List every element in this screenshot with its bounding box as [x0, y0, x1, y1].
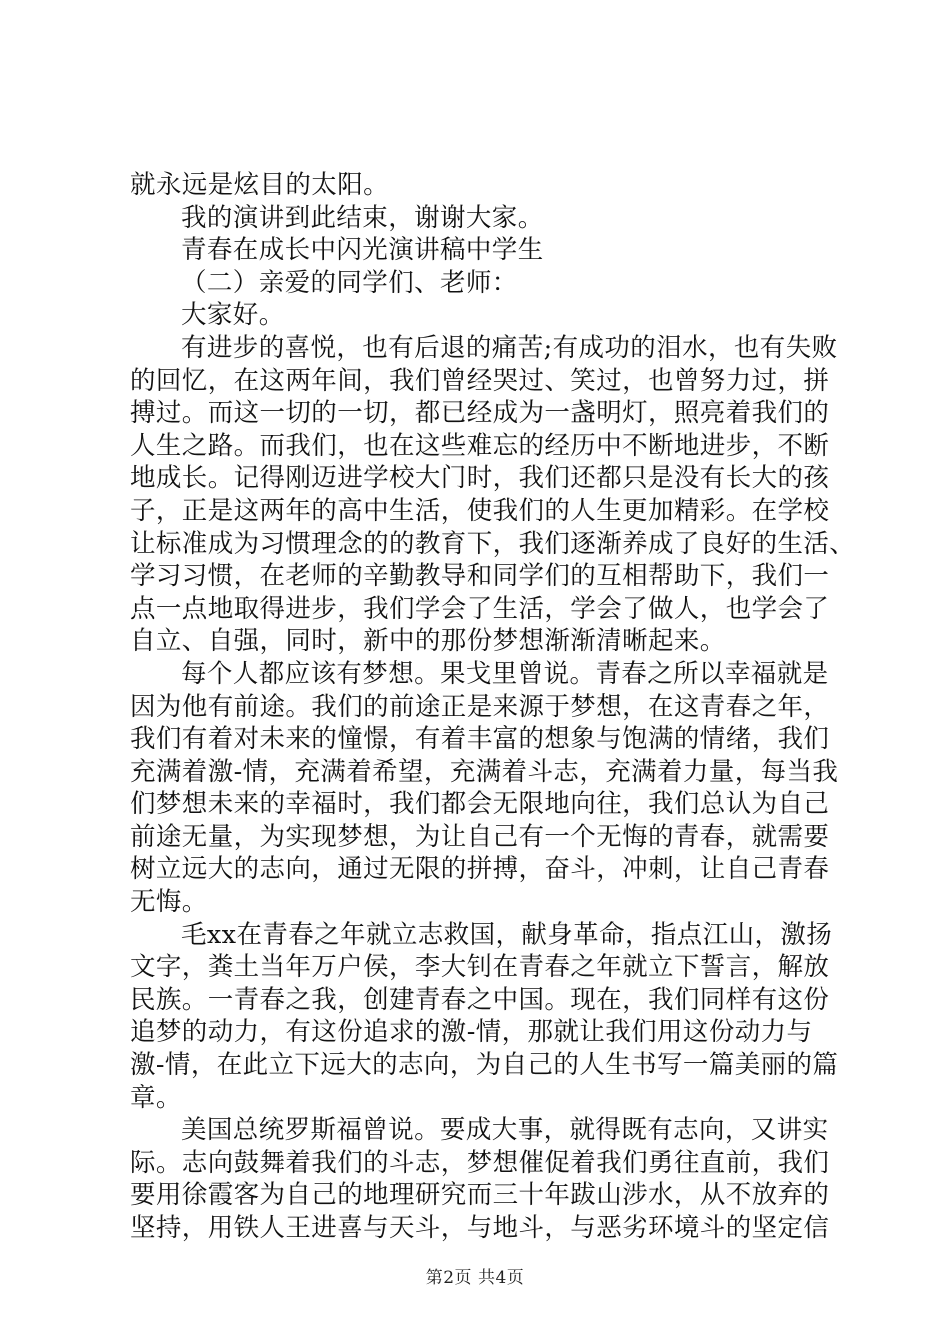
text-line: 们梦想未来的幸福时，我们都会无限地向往，我们总认为自己 — [130, 789, 830, 820]
text-line: 要用徐霞客为自己的地理研究而三十年跋山涉水，从不放弃的 — [130, 1180, 830, 1211]
text-line: 因为他有前途。我们的前途正是来源于梦想，在这青春之年， — [130, 691, 830, 722]
text-line: 自立、自强，同时，新中的那份梦想渐渐清晰起来。 — [130, 626, 726, 657]
text-line: 坚持，用铁人王进喜与天斗，与地斗，与恶劣环境斗的坚定信 — [130, 1213, 830, 1243]
text-line: 毛xx在青春之年就立志救国，献身革命，指点江山，激扬 — [181, 919, 833, 950]
text-line: 我的演讲到此结束，谢谢大家。 — [181, 202, 544, 233]
text-line: 学习习惯，在老师的辛勤教导和同学们的互相帮助下，我们一 — [130, 561, 830, 592]
text-line: 文字，粪土当年万户侯，李大钊在青春之年就立下誓言，解放 — [130, 952, 830, 983]
text-line: 每个人都应该有梦想。果戈里曾说。青春之所以幸福就是 — [181, 658, 829, 689]
text-line: 人生之路。而我们，也在这些难忘的经历中不断地进步，不断 — [130, 430, 830, 461]
text-line: 树立远大的志向，通过无限的拼搏，奋斗，冲刺，让自己青春 — [130, 854, 830, 885]
text-line: 追梦的动力，有这份追求的激-情，那就让我们用这份动力与 — [130, 1017, 813, 1048]
text-line: 点一点地取得进步，我们学会了生活，学会了做人，也学会了 — [130, 593, 830, 624]
text-line: 际。志向鼓舞着我们的斗志，梦想催促着我们勇往直前，我们 — [130, 1147, 830, 1178]
text-line: 民族。一青春之我，创建青春之中国。现在，我们同样有这份 — [130, 984, 830, 1015]
text-line: 章。 — [130, 1082, 182, 1113]
text-line: 激-情，在此立下远大的志向，为自己的人生书写一篇美丽的篇 — [130, 1050, 839, 1081]
text-line: 充满着激-情，充满着希望，充满着斗志，充满着力量，每当我 — [130, 756, 839, 787]
text-line: （二）亲爱的同学们、老师： — [181, 267, 518, 298]
text-line: 我们有着对未来的憧憬，有着丰富的想象与饱满的情绪，我们 — [130, 724, 830, 755]
text-line: 的回忆，在这两年间，我们曾经哭过、笑过，也曾努力过，拼 — [130, 365, 830, 396]
text-line: 就永远是炫目的太阳。 — [130, 170, 390, 200]
text-line: 子，正是这两年的高中生活，使我们的人生更加精彩。在学校 — [130, 495, 830, 526]
text-line: 让标准成为习惯理念的的教育下，我们逐渐养成了良好的生活、 — [130, 528, 856, 559]
text-line: 大家好。 — [181, 300, 285, 331]
text-line: 青春在成长中闪光演讲稿中学生 — [181, 235, 544, 266]
document-body — [130, 169, 856, 1245]
page-footer: 第2页 共4页 — [425, 1268, 525, 1288]
text-line: 前途无量，为实现梦想，为让自己有一个无悔的青春，就需要 — [130, 821, 830, 852]
text-line: 美国总统罗斯福曾说。要成大事，就得既有志向，又讲实 — [181, 1115, 829, 1146]
text-line: 搏过。而这一切的一切，都已经成为一盏明灯，照亮着我们的 — [130, 398, 830, 429]
text-line: 有进步的喜悦，也有后退的痛苦;有成功的泪水，也有失败 — [181, 332, 838, 363]
text-line: 无悔。 — [130, 887, 208, 918]
text-line: 地成长。记得刚迈进学校大门时，我们还都只是没有长大的孩 — [130, 463, 830, 494]
